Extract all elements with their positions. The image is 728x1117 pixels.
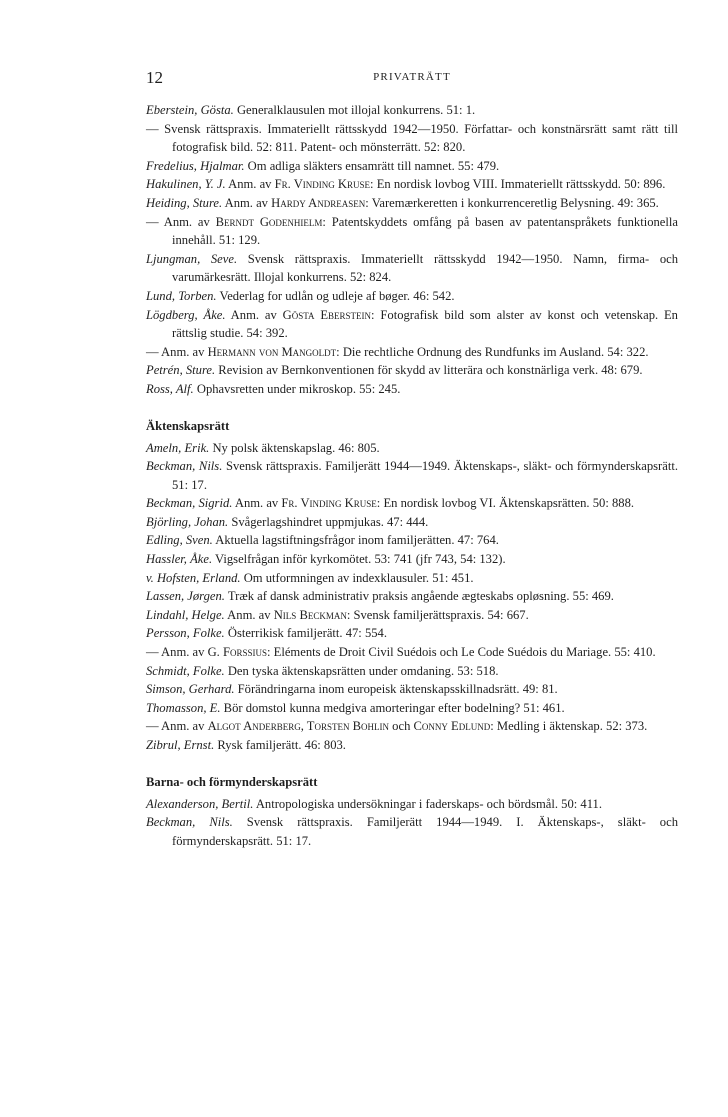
bibliography-entry — [146, 680, 678, 699]
entry-reviewed-author: Algot Anderberg, Torsten Bohlin — [207, 719, 390, 734]
bibliography-entry — [146, 157, 678, 176]
bibliography-entry — [146, 101, 678, 120]
entry-author: Ross, Alf. — [146, 381, 194, 396]
entry-text: Förändringarna inom europeisk äktenskapsskillnadsrätt. 49: 81. — [234, 682, 558, 697]
entry-reviewed-author: Conny Edlund: — [413, 719, 494, 734]
entry-author: Lindahl, Helge. — [146, 607, 225, 622]
entry-author: — — [146, 645, 159, 660]
entry-text: Varemærkeretten i konkurrenceretlig Belysning. 49: 365. — [368, 195, 659, 210]
entry-review-prefix: Anm. av — [158, 214, 216, 229]
bibliography-entry — [146, 457, 678, 494]
entry-author: Persson, Folke. — [146, 626, 225, 641]
entry-text: Österrikisk familjerätt. 47: 554. — [224, 626, 387, 641]
entry-text: Svensk familjerättspraxis. 54: 667. — [350, 607, 529, 622]
bibliography-entry — [146, 643, 678, 662]
entry-author: Lund, Torben. — [146, 288, 217, 303]
entry-author: — — [146, 344, 159, 359]
entry-author: Petrén, Sture. — [146, 363, 216, 378]
entry-text: Generalklausulen mot illojal konkurrens. 51: 1. — [233, 103, 476, 117]
entry-author: Edling, Sven. — [146, 533, 213, 548]
entry-text: Fotografisk bild som alster av konst och vetenskap. En rättslig studie. 54: 392. — [172, 307, 678, 341]
entry-text: Svågerlagshindret uppmjukas. 47: 444. — [228, 514, 429, 529]
entry-author: Alexanderson, Bertil. — [146, 796, 254, 811]
bibliography-entry — [146, 736, 678, 755]
bibliography-entry — [146, 606, 678, 625]
entry-author: Hakulinen, Y. J. — [146, 177, 226, 192]
bibliography-entry — [146, 306, 678, 343]
bibliography-entry — [146, 494, 678, 513]
running-head: PRIVATRÄTT — [373, 71, 451, 83]
bibliography-entry — [146, 439, 678, 458]
entry-review-prefix: Anm. av — [232, 496, 282, 511]
entry-author: Hassler, Åke. — [146, 552, 213, 567]
entry-author: Beckman, Nils. — [146, 459, 223, 474]
entry-author: Ameln, Erik. — [146, 440, 210, 455]
entry-author: Lassen, Jørgen. — [146, 589, 225, 604]
entry-review-prefix: Anm. av — [158, 719, 208, 734]
entry-reviewed-author: Berndt Godenhielm: — [215, 214, 326, 229]
section-title: Barna- och förmynderskapsrätt — [146, 774, 318, 789]
entry-text: Eléments de Droit Civil Suédois och Le Code Suédois du Mariage. 55: 410. — [270, 645, 656, 660]
entry-text: Den tyska äktenskapsrätten under omdaning. 53: 518. — [224, 663, 499, 678]
bibliography-entry — [146, 120, 678, 157]
entry-text: Svensk rättspraxis. Immateriellt rättsskydd 1942—1950. Namn, firma- och varumärkesrätt. Illojal konkurrens. 52: 824. — [172, 251, 679, 285]
bibliography-entry — [146, 175, 678, 194]
entry-author: Björling, Johan. — [146, 514, 229, 529]
entry-text: En nordisk lovbog VI. Äktenskapsrätten. 50: 888. — [380, 496, 635, 511]
entry-text: Svensk rättspraxis. Familjerätt 1944—1949. Äktenskaps-, släkt- och förmynderskapsrätt. 51: 17. — [172, 459, 678, 492]
entry-text: En nordisk lovbog VIII. Immateriellt rättsskydd. 50: 896. — [373, 177, 666, 192]
entry-text: Medling i äktenskap. 52: 373. — [493, 719, 648, 734]
entry-review-prefix: Anm. av — [225, 177, 275, 192]
entry-reviewed-author: Fr. Vinding Kruse: — [274, 177, 374, 192]
entry-author: Fredelius, Hjalmar. — [146, 158, 245, 173]
bibliography-entry — [146, 361, 678, 380]
bibliography-entry — [146, 587, 678, 606]
bibliography-entry — [146, 287, 678, 306]
entry-text: Aktuella lagstiftningsfrågor inom familjerätten. 47: 764. — [212, 533, 499, 548]
entry-author: Schmidt, Folke. — [146, 663, 225, 678]
bibliography-entry — [146, 717, 678, 736]
bibliography-entry — [146, 624, 678, 643]
bibliography-entry — [146, 569, 678, 588]
entry-author: Beckman, Nils. — [146, 815, 233, 830]
entry-reviewed-author: Nils Beckman: — [273, 607, 351, 622]
bibliography-entry — [146, 550, 678, 569]
entry-text: Die rechtliche Ordnung des Rundfunks im Ausland. 54: 322. — [339, 344, 649, 359]
bibliography-entry — [146, 813, 678, 850]
page-header — [146, 68, 678, 92]
bibliography-entry — [146, 343, 678, 362]
entry-text: Revision av Bernkonventionen för skydd av litterära och konstnärliga verk. 48: 679. — [215, 363, 643, 378]
entry-text: Ny polsk äktenskapslag. 46: 805. — [209, 440, 380, 455]
entry-reviewed-author: Hardy Andreasen: — [271, 195, 369, 210]
entry-author: Simson, Gerhard. — [146, 682, 235, 697]
bibliography-entry — [146, 380, 678, 399]
entry-text: Antropologiska undersökningar i faderskaps- och bördsmål. 50: 411. — [253, 796, 602, 811]
entry-text: Patentskyddets omfång på basen av patentanspråkets funktionella innehåll. 51: 129. — [172, 214, 678, 248]
entry-author: — — [146, 214, 159, 229]
section-title: Äktenskapsrätt — [146, 418, 230, 433]
entry-author: Zibrul, Ernst. — [146, 738, 215, 752]
entry-text: Om adliga släkters ensamrätt till namnet. 55: 479. — [244, 158, 500, 173]
entry-author: v. Hofsten, Erland. — [146, 570, 241, 585]
entry-author: Eberstein, Gösta. — [146, 103, 234, 117]
entry-connector: och — [389, 719, 414, 734]
entry-text: Træk af dansk administrativ praksis angående ægteskabs opløsning. 55: 469. — [224, 589, 614, 604]
entry-author: Heiding, Sture. — [146, 195, 223, 210]
bibliography-entry — [146, 194, 678, 213]
entry-review-prefix: Anm. av — [225, 307, 283, 322]
entry-review-prefix: Anm. av — [158, 645, 208, 660]
entry-reviewed-author: Fr. Vinding Kruse: — [281, 496, 381, 511]
bibliography-entry — [146, 531, 678, 550]
bibliography-content — [146, 101, 678, 850]
entry-author: Ljungman, Seve. — [146, 251, 238, 266]
entry-text: Svensk rättspraxis. Immateriellt rättsskydd 1942—1950. Författar- och konstnärsrätt samt rätt till fotografisk bild. 52: 811. Patent- och mönsterrätt. 52: 820. — [158, 121, 678, 155]
bibliography-entry — [146, 662, 678, 681]
entry-reviewed-author: Gösta Eberstein: — [282, 307, 375, 322]
entry-text: Bör domstol kunna medgiva amorteringar efter bodelning? 51: 461. — [220, 700, 565, 715]
entry-reviewed-author: G. Forssius: — [207, 645, 271, 660]
entry-text: Rysk familjerätt. 46: 803. — [214, 738, 346, 752]
entry-author: Beckman, Sigrid. — [146, 496, 233, 511]
entry-text: Om utformningen av indexklausuler. 51: 451. — [240, 570, 474, 585]
entry-review-prefix: Anm. av — [158, 344, 208, 359]
entry-reviewed-author: Hermann von Mangoldt: — [207, 344, 340, 359]
entry-review-prefix: Anm. av — [224, 607, 274, 622]
entry-text: Svensk rättspraxis. Familjerätt 1944—1949. I. Äktenskaps-, släkt- och förmynderskapsrätt. 51: 17. — [172, 815, 678, 848]
page-number: 12 — [146, 68, 163, 87]
entry-text: Vederlag for udlån og udleje af bøger. 46: 542. — [216, 288, 455, 303]
bibliography-entry — [146, 213, 678, 250]
bibliography-entry — [146, 513, 678, 532]
page — [146, 68, 678, 850]
bibliography-entry — [146, 795, 678, 814]
entry-author: Thomasson, E. — [146, 700, 221, 715]
entry-author: — — [146, 719, 159, 734]
bibliography-entry — [146, 250, 678, 287]
bibliography-entry — [146, 699, 678, 718]
entry-text: Vigselfrågan inför kyrkomötet. 53: 741 (jfr 743, 54: 132). — [212, 552, 506, 567]
entry-review-prefix: Anm. av — [222, 195, 272, 210]
entry-author: — — [146, 121, 159, 136]
entry-author: Lögdberg, Åke. — [146, 307, 226, 322]
entry-text: Ophavsretten under mikroskop. 55: 245. — [193, 381, 401, 396]
